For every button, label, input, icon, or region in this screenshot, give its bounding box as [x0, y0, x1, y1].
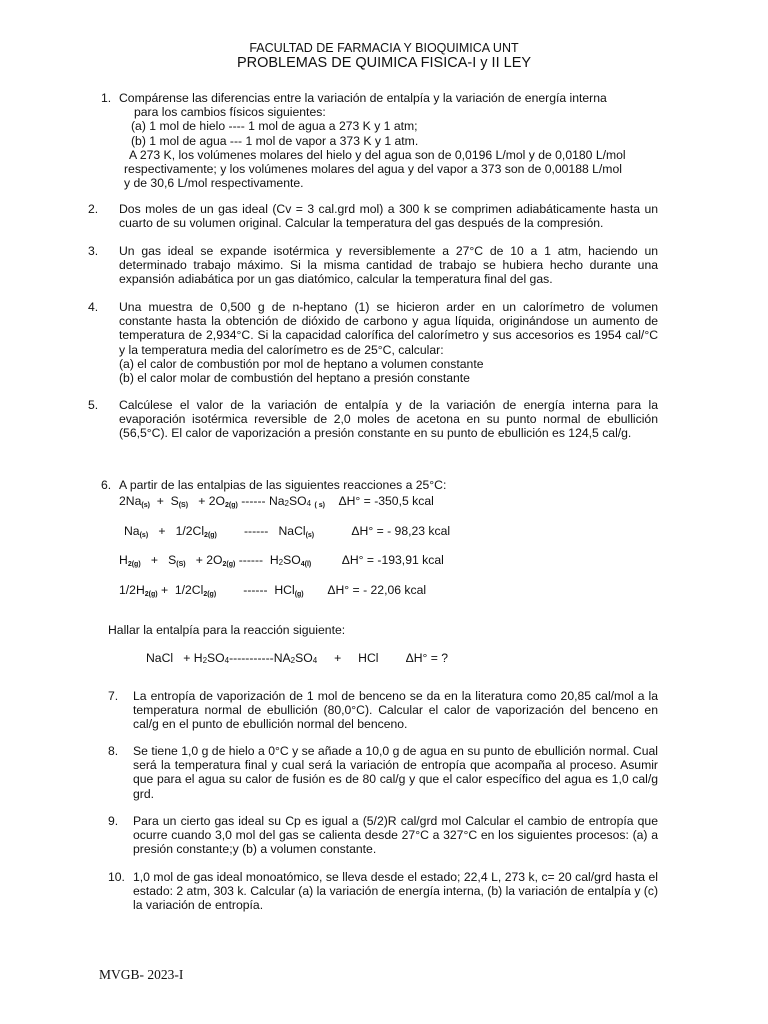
problem-1-line: y de 30,6 L/mol respectivamente.	[124, 176, 304, 191]
problem-1	[119, 91, 659, 190]
reaction-3-dh: ΔH° = -193,91 kcal	[341, 553, 444, 567]
problem-1-line: respectivamente; y los volúmenes molares del agua y del vapor a 373 son de 0,00188 L/mol	[124, 162, 622, 177]
problem-6-number: 6.	[101, 478, 112, 492]
problem-10-number: 10.	[108, 870, 125, 884]
target-reaction: NaCl + $H_2SO_4-----------NA_2SO_4$ + HCl ΔH° = ?	[146, 651, 449, 665]
problem-10-text: 1,0 mol de gas ideal monoatómico, se lleva desde el estado; 22,4 L, 273 k, c= 20 cal/grd hasta el estado: 2 atm, 303 k. Calcular (a) la variación de energía interna, (b) la variación de entalpía y (c) la variación de entropía.	[133, 870, 659, 913]
problem-4-item-a: (a) el calor de combustión por mol de heptano a volumen constante	[119, 356, 484, 371]
problem-1-line: A 273 K, los volúmenes molares del hielo y del agua son de 0,0196 L/mol y de 0,0180 L/mol	[129, 147, 626, 162]
problem-2-text: Dos moles de un gas ideal (Cv = 3 cal.grd mol) a 300 k se comprimen adiabáticamente hasta un cuarto de su volumen original. Calcular la temperatura del gas después de la compresión.	[119, 202, 658, 231]
problem-3-number: 3.	[88, 244, 99, 258]
problem-2-number: 2.	[88, 202, 99, 216]
document-title: PROBLEMAS DE QUIMICA FISICA-I y II LEY	[236, 55, 532, 71]
footer-code: MVGB- 2023-I	[99, 967, 184, 982]
problem-8-text: Se tiene 1,0 g de hielo a 0°C y se añade a 10,0 g de agua en su punto de ebullición normal. Cual será la temperatura final y cual será la variación de entropía que acompaña al proceso. Asumir que para el agua su calor de fusión es de 80 cal/g y que el calor específico del agua es 1,0 cal/g grd.	[133, 744, 658, 801]
problem-9-number: 9.	[108, 814, 119, 828]
reaction-3: $H_{2(g)} + S_{(S)} + 2O_{2(g)}$ ------ $H_2SO_{4(l)}$ ΔH° = -193,91 kcal	[119, 553, 444, 568]
problem-9-text: Para un cierto gas ideal su Cp es igual a (5/2)R cal/grd mol Calcular el cambio de entropía que ocurre cuando 3,0 mol del gas se calienta desde 27°C a 327°C en los siguientes procesos: (a) a presión constante;y (b) a volumen constante.	[133, 814, 658, 857]
problem-8-number: 8.	[108, 744, 119, 758]
problem-6-ask: Hallar la entalpía para la reacción siguiente:	[108, 623, 346, 637]
reaction-4-dh: ΔH° = - 22,06 kcal	[327, 583, 427, 597]
reaction-2: $Na_{(s)} + 1/2Cl_{2(g)}$ ------ NaCl$_{(s)}$ ΔH° = - 98,23 kcal	[124, 524, 451, 539]
reaction-2-dh: ΔH° = - 98,23 kcal	[351, 524, 451, 538]
faculty-title: FACULTAD DE FARMACIA Y BIOQUIMICA UNT	[249, 41, 519, 55]
problem-5-text: Calcúlese el valor de la variación de entalpía y de la variación de energía interna para la evaporación isotérmica reversible de 2,0 moles de acetona en su punto normal de ebullición (56,5°C). El calor de vaporización a presión constante en su punto de ebullición es 124,5 cal/g.	[119, 398, 658, 441]
reaction-1: $2Na_{(s)} + S_{(S)} + 2O_{2(g)}$ ------ $Na_2SO_4$ $_{( s)}$ ΔH° = -350,5 kcal	[119, 494, 434, 509]
problem-4-item-b: (b) el calor molar de combustión del heptano a presión constante	[119, 371, 470, 386]
problem-4-number: 4.	[88, 300, 99, 314]
problem-7-number: 7.	[108, 689, 119, 703]
problem-1-line: (a) 1 mol de hielo ---- 1 mol de agua a 273 K y 1 atm;	[131, 119, 418, 134]
reaction-4: $1/2H_{2(g)} + 1/2Cl_{2(g)}$ ------ HCl$_{(g)}$ ΔH° = - 22,06 kcal	[119, 583, 427, 598]
problem-3-text: Un gas ideal se expande isotérmica y reversiblemente a 27°C de 10 a 1 atm, haciendo un determinado trabajo máximo. Si la misma cantidad de trabajo se hubiera hecho durante una expansión adiabática por un gas diatómico, calcular la temperatura final del gas.	[119, 244, 658, 287]
problem-1-number: 1.	[101, 91, 112, 105]
problem-1-line: para los cambios físicos siguientes:	[134, 105, 326, 120]
problem-5-number: 5.	[88, 398, 99, 412]
problem-4-text: Una muestra de 0,500 g de n-heptano (1) se hicieron arder en un calorímetro de volumen constante hasta la obtención de dióxido de carbono y agua líquida, originándose un aumento de temperatura de 2,934°C. Si la capacidad calorífica del calorímetro y sus accesorios es 1954 cal/°C y la temperatura media del calorímetro es de 25°C, calcular:	[119, 300, 658, 357]
problem-6-intro: A partir de las entalpias de las siguientes reacciones a 25°C:	[119, 478, 447, 492]
problem-1-line: Compárense las diferencias entre la variación de entalpía y la variación de energía interna	[119, 91, 607, 105]
problem-1-line: (b) 1 mol de agua --- 1 mol de vapor a 373 K y 1 atm.	[131, 133, 419, 148]
reaction-1-dh: ΔH° = -350,5 kcal	[338, 494, 434, 508]
problem-4	[119, 300, 658, 385]
problem-7-text: La entropía de vaporización de 1 mol de benceno se da en la literatura como 20,85 cal/mol a la temperatura normal de ebullición (80,0°C). Calcular el calor de vaporización del benceno en cal/g en el punto de ebullición normal del benceno.	[133, 689, 658, 732]
target-dh: ΔH° = ?	[405, 651, 449, 665]
